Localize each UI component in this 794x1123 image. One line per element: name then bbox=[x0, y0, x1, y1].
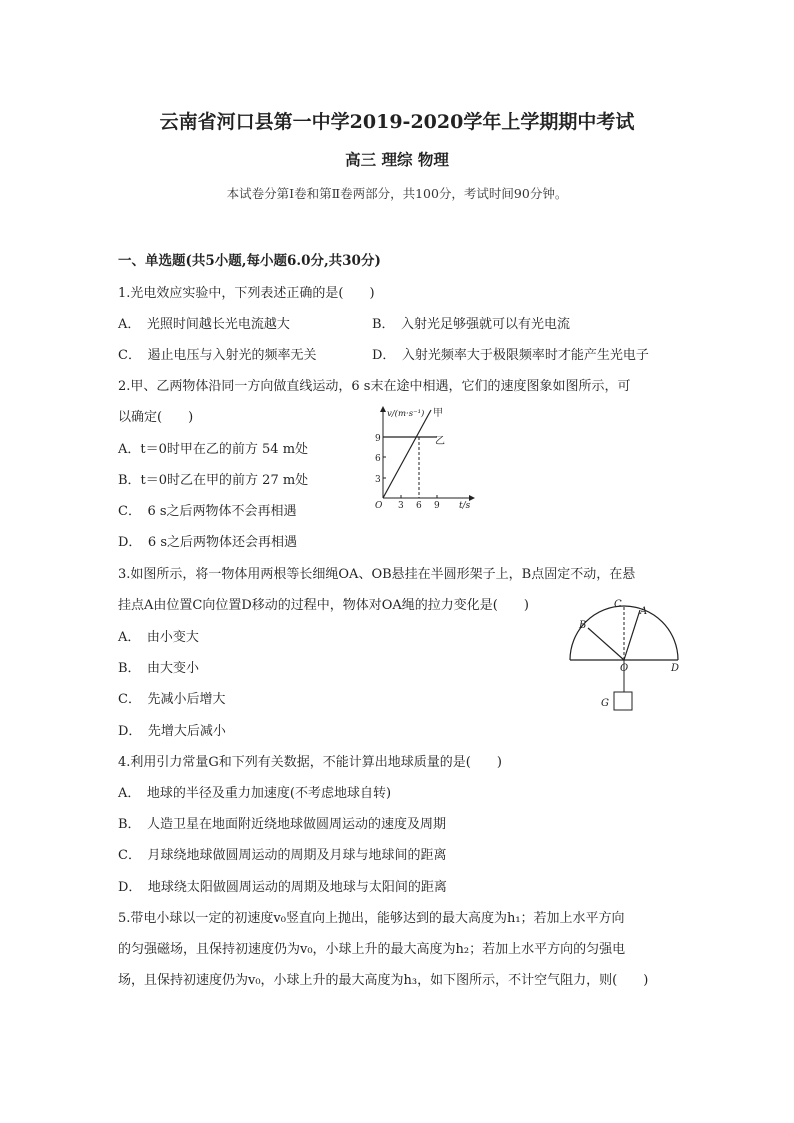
q3-option-a: A． 由小变大 bbox=[118, 630, 199, 645]
exam-subtitle: 高三 理综 物理 bbox=[345, 150, 449, 169]
q3-option-d: D． 先增大后减小 bbox=[118, 724, 226, 739]
q2-stem-line2: 以确定( ) bbox=[118, 410, 194, 425]
q5-stem-line2: 的匀强磁场，且保持初速度仍为v₀，小球上升的最大高度为h₂；若加上水平方向的匀强电 bbox=[118, 942, 626, 957]
q1-option-c: C． 遏止电压与入射光的频率无关 bbox=[118, 348, 317, 363]
label-d: D bbox=[671, 663, 680, 674]
q2-option-b: B．t＝0时乙在甲的前方 27 m处 bbox=[118, 473, 309, 488]
graph-ytick-3: 3 bbox=[375, 475, 381, 485]
label-a: A bbox=[640, 606, 648, 617]
q1-option-d: D． 入射光频率大于极限频率时才能产生光电子 bbox=[372, 348, 649, 363]
graph-ylabel: v/(m·s⁻¹) bbox=[387, 409, 425, 419]
label-g: G bbox=[601, 698, 609, 709]
graph-ytick-6: 6 bbox=[375, 454, 381, 464]
label-c: C bbox=[614, 599, 622, 610]
graph-xtick-3: 3 bbox=[398, 501, 404, 511]
q4-stem: 4.利用引力常量G和下列有关数据，不能计算出地球质量的是( ) bbox=[118, 755, 502, 770]
rope-oa bbox=[624, 610, 640, 660]
q4-option-d: D． 地球绕太阳做圆周运动的周期及地球与太阳间的距离 bbox=[118, 880, 447, 895]
exam-title: 云南省河口县第一中学2019-2020学年上学期期中考试 bbox=[159, 111, 635, 133]
graph-xlabel: t/s bbox=[459, 501, 471, 511]
label-b: B bbox=[579, 620, 587, 631]
graph-xtick-9: 9 bbox=[434, 501, 440, 511]
weight-box bbox=[614, 692, 632, 710]
q4-option-c: C． 月球绕地球做圆周运动的周期及月球与地球间的距离 bbox=[118, 848, 447, 863]
exam-intro: 本试卷分第Ⅰ卷和第Ⅱ卷两部分，共100分，考试时间90分钟。 bbox=[226, 186, 568, 201]
q1-option-b: B． 入射光足够强就可以有光电流 bbox=[372, 317, 571, 332]
q4-option-b: B． 人造卫星在地面附近绕地球做圆周运动的速度及周期 bbox=[118, 817, 447, 832]
graph-label-jia: 甲 bbox=[433, 408, 443, 419]
q1-option-a: A． 光照时间越长光电流越大 bbox=[118, 317, 290, 332]
q2-velocity-graph bbox=[365, 402, 485, 520]
q5-stem-line3: 场，且保持初速度仍为v₀，小球上升的最大高度为h₃，如下图所示，不计空气阻力，则( ) bbox=[118, 973, 649, 988]
q3-stem-line1: 3.如图所示，将一物体用两根等长细绳OA、OB悬挂在半圆形架子上，B点固定不动，在悬 bbox=[118, 567, 636, 582]
q3-option-b: B． 由大变小 bbox=[118, 661, 200, 676]
q3-semicircle-figure bbox=[560, 598, 690, 716]
label-o: O bbox=[620, 663, 629, 674]
q3-option-c: C． 先减小后增大 bbox=[118, 692, 226, 707]
q2-stem-line1: 2.甲、乙两物体沿同一方向做直线运动，6 s末在途中相遇，它们的速度图象如图所示，可 bbox=[118, 379, 631, 394]
q2-option-c: C． 6 s之后两物体不会再相遇 bbox=[118, 504, 297, 519]
line-jia bbox=[383, 410, 431, 498]
section-heading: 一、单选题(共5小题,每小题6.0分,共30分) bbox=[118, 253, 381, 269]
q2-option-d: D． 6 s之后两物体还会再相遇 bbox=[118, 535, 297, 550]
q4-option-a: A． 地球的半径及重力加速度(不考虑地球自转) bbox=[118, 786, 392, 801]
y-axis-arrow bbox=[380, 406, 386, 412]
graph-xtick-6: 6 bbox=[416, 501, 422, 511]
graph-ytick-9: 9 bbox=[375, 434, 381, 444]
rope-ob bbox=[588, 628, 624, 660]
q2-option-a: A．t＝0时甲在乙的前方 54 m处 bbox=[118, 442, 309, 457]
q5-stem-line1: 5.带电小球以一定的初速度v₀竖直向上抛出，能够达到的最大高度为h₁；若加上水平方向 bbox=[118, 911, 625, 926]
graph-label-yi: 乙 bbox=[435, 436, 445, 447]
q3-stem-line2: 挂点A由位置C向位置D移动的过程中，物体对OA绳的拉力变化是( ) bbox=[118, 598, 529, 613]
q1-stem: 1.光电效应实验中，下列表述正确的是( ) bbox=[118, 286, 375, 301]
graph-origin: O bbox=[375, 501, 383, 511]
